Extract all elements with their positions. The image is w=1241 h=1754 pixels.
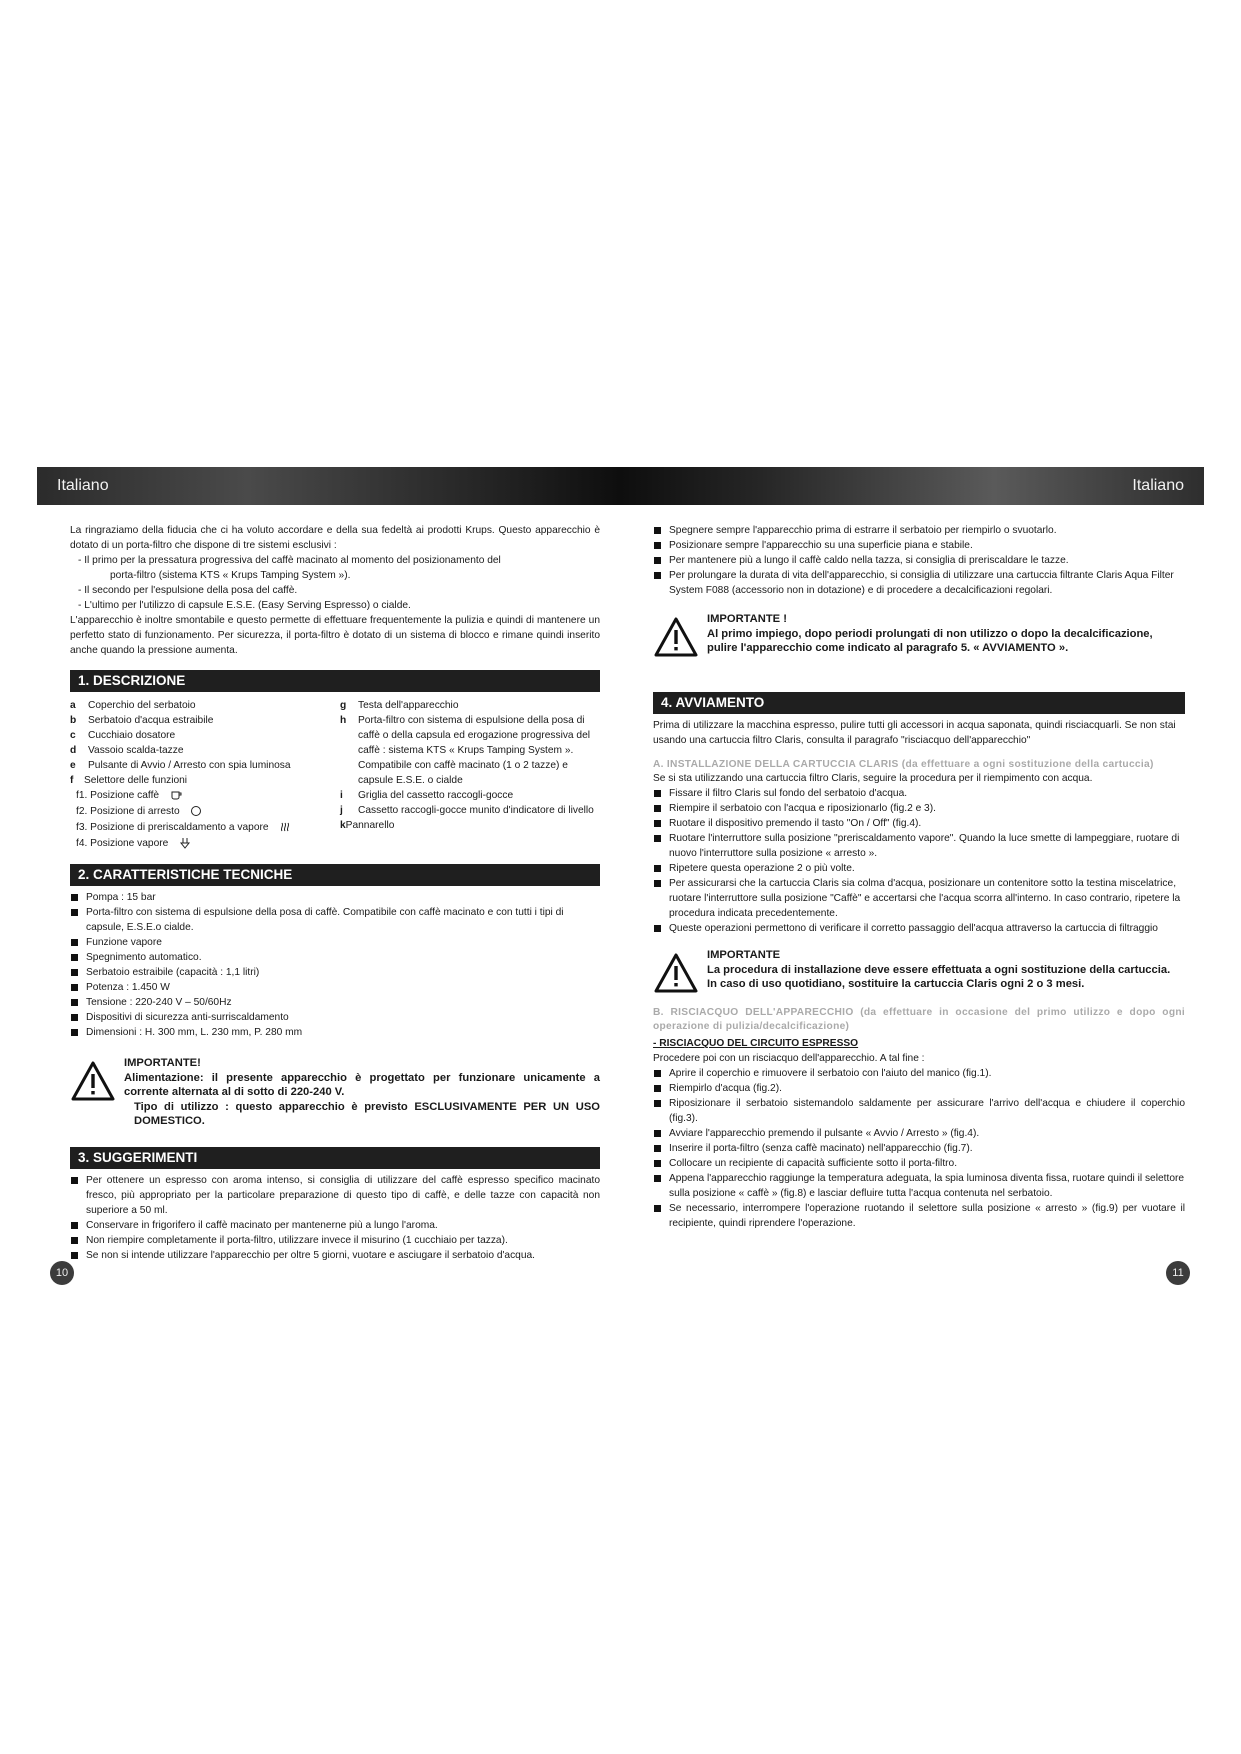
description-item: e Pulsante di Avvio / Arresto con spia luminosa [70,760,291,771]
description-item: a Coperchio del serbatoio [70,700,196,711]
spec-item: Potenza : 1.450 W [70,980,600,995]
spec-item: Funzione vapore [70,935,600,950]
important-text: Alimentazione: il presente apparecchio è progettato per funzionare unicamente a corrente alternata al di sotto di 220-240 V. [124,1071,600,1098]
intro-item: porta-filtro (sistema KTS « Krups Tamping System »). [110,570,351,581]
important-notice-first-use [653,612,1185,658]
header-language-left: Italiano [57,477,109,494]
description-item: i Griglia del cassetto raccogli-gocce [340,790,514,801]
spec-item: Porta-filtro con sistema di espulsione della posa di caffè. Compatibile con caffè macinato e con tutti i tipi di capsule, E.S.E.o cialde. [70,905,600,935]
step-item: Inserire il porta-filtro (senza caffè macinato) nell'apparecchio (fig.7). [653,1141,1185,1156]
spec-item: Pompa : 15 bar [70,890,600,905]
step-item: Riposizionare il serbatoio sistemandolo saldamente per assicurare l'arrivo dell'acqua e chiudere il coperchio (fig.3). [653,1096,1185,1126]
tip-item: Se non si intende utilizzare l'apparecchio per oltre 5 giorni, vuotare e asciugare il serbatoio d'acqua. [70,1248,600,1263]
important-title: IMPORTANTE ! [707,613,787,625]
tip-item: Per prolungare la durata di vita dell'apparecchio, si consiglia di utilizzare una cartuccia filtrante Claris Aqua Filter System F088 (accessorio non in dotazione) e di procedere a decalcificazioni regolari. [653,568,1185,598]
description-item: k Pannarello [340,820,395,831]
intro-item: - Il primo per la pressatura progressiva del caffè macinato al momento del posizionamento del [78,555,501,566]
step-item: Aprire il coperchio e rimuovere il serbatoio con l'aiuto del manico (fig.1). [653,1066,1185,1081]
step-item: Riempire il serbatoio con l'acqua e riposizionarlo (fig.2 e 3). [653,801,1185,816]
header-language-right: Italiano [1132,477,1184,494]
step-item: Fissare il filtro Claris sul fondo del serbatoio d'acqua. [653,786,1185,801]
step-item: Ruotare l'interruttore sulla posizione "preriscaldamento vapore". Quando la luce smette di lampeggiare, ruotare di nuovo l'interruttore sulla posizione « arresto ». [653,831,1185,861]
stop-circle-icon [190,805,202,817]
important-text: La procedura di installazione deve essere effettuata a ogni sostituzione della cartuccia. [707,963,1171,976]
important-notice-power [70,1056,600,1129]
important-text: Tipo di utilizzo : questo apparecchio è previsto ESCLUSIVAMENTE PER UN USO DOMESTICO. [134,1100,600,1127]
header-band [37,467,1204,505]
left-page [70,523,600,1263]
steam-preheat-icon [279,821,291,833]
spec-item: Dimensioni : H. 300 mm, L. 230 mm, P. 280 mm [70,1025,600,1040]
description-item: c Cucchiaio dosatore [70,730,176,741]
tip-item: Per mantenere più a lungo il caffè caldo nella tazza, si consiglia di preriscaldare le tazze. [653,553,1185,568]
step-item: Ripetere questa operazione 2 o più volte. [653,861,1185,876]
subsection-b-title: B. RISCIACQUO DELL'APPARECCHIO (da effettuare in occasione del primo utilizzo e dopo ogni operazione di pulizia/decalcificazione) [653,1007,1185,1032]
section-title-avviamento: 4. AVVIAMENTO [653,692,1185,714]
function-item: f4. Posizione vapore [76,838,169,849]
tip-item: Per ottenere un espresso con aroma intenso, si consiglia di utilizzare del caffè espresso specifico macinato fresco, più appropriato per la particolare preparazione di questo tipo di caffè, e delle tazze con capacità non superiore a 50 ml. [70,1173,600,1218]
coffee-cup-icon [170,789,182,801]
description-item: d Vassoio scalda-tazze [70,745,184,756]
tip-item: Non riempire completamente il porta-filtro, utilizzare invece il misurino (1 cucchiaio per tazza). [70,1233,600,1248]
function-item: f1. Posizione caffè [76,790,160,801]
important-title: IMPORTANTE [707,949,781,961]
intro-paragraph: L'apparecchio è inoltre smontabile e questo permette di effettuare frequentemente la pulizia e quindi di mantenere un perfetto stato di funzionamento. Per sicurezza, il porta-filtro è dotato di un sistema di blocco e rimane quindi inserito anche quando la pressione aumenta. [70,615,600,656]
important-notice-cartridge [653,948,1185,994]
intro-item: - Il secondo per l'espulsione della posa del caffè. [78,585,298,596]
step-item: Per assicurarsi che la cartuccia Claris sia colma d'acqua, posizionare un contenitore sotto la testina miscelatrice, ruotare l'interruttore sulla posizione "Caffè" e accertarsi che l'acqua scorra all'interno. In caso contrario, ripetere la procedura indicata precedentemente. [653,876,1185,921]
description-item: h Porta-filtro con sistema di espulsione della posa di caffè o della capsula ed erogazione progressiva del caffè : sistema KTS « Krups Tamping System ». Compatibile con caffè macinato (1 o 2 tazze) e capsule E.S.E. o cialde [340,715,591,786]
section-title-descrizione: 1. DESCRIZIONE [70,670,600,692]
important-title: IMPORTANTE! [124,1057,201,1069]
page-number-right: 11 [1166,1261,1190,1285]
description-item: b Serbatoio d'acqua estraibile [70,715,214,726]
subsection-a-intro: Se si sta utilizzando una cartuccia filtro Claris, seguire la procedura per il riempimento con acqua. [653,773,1093,784]
spec-item: Tensione : 220-240 V – 50/60Hz [70,995,600,1010]
spec-item: Serbatoio estraibile (capacità : 1,1 litri) [70,965,600,980]
step-item: Ruotare il dispositivo premendo il tasto "On / Off" (fig.4). [653,816,1185,831]
spec-item: Dispositivi di sicurezza anti-surriscaldamento [70,1010,600,1025]
important-text: In caso di uso quotidiano, sostituire la cartuccia Claris ogni 2 o 3 mesi. [707,978,1085,990]
right-page [653,523,1185,1231]
subsection-b-heading: - RISCIACQUO DEL CIRCUITO ESPRESSO [653,1038,859,1049]
step-item: Riempirlo d'acqua (fig.2). [653,1081,1185,1096]
step-item: Se necessario, interrompere l'operazione ruotando il selettore sulla posizione « arresto » (fig.9) per vuotare il recipiente, quindi riprendere l'operazione. [653,1201,1185,1231]
important-text: Al primo impiego, dopo periodi prolungati di non utilizzo o dopo la decalcificazione, pulire l'apparecchio come indicato al paragrafo 5. « AVVIAMENTO ». [707,627,1153,654]
step-item: Appena l'apparecchio raggiunge la temperatura adeguata, la spia luminosa diventa fissa, ruotare quindi il selettore sulla posizione « caffè » (fig.8) e lasciar defluire tutta l'acqua contenuta nel serbatoio. [653,1171,1185,1201]
function-item: f3. Posizione di preriscaldamento a vapore [76,822,269,833]
tip-item: Posizionare sempre l'apparecchio su una superficie piana e stabile. [653,538,1185,553]
function-item: f2. Posizione di arresto [76,806,180,817]
description-item: j Cassetto raccogli-gocce munito d'indicatore di livello [340,805,594,816]
subsection-b-intro: Procedere poi con un risciacquo dell'apparecchio. A tal fine : [653,1053,925,1064]
step-item: Collocare un recipiente di capacità sufficiente sotto il porta-filtro. [653,1156,1185,1171]
subsection-a-title: A. INSTALLAZIONE DELLA CARTUCCIA CLARIS (da effettuare a ogni sostituzione della cartuccia) [653,759,1154,770]
intro-item: - L'ultimo per l'utilizzo di capsule E.S.E. (Easy Serving Espresso) o cialde. [78,600,411,611]
steam-icon [179,837,191,849]
tip-item: Spegnere sempre l'apparecchio prima di estrarre il serbatoio per riempirlo o svuotarlo. [653,523,1185,538]
section-title-caratteristiche: 2. CARATTERISTICHE TECNICHE [70,864,600,886]
section-title-suggerimenti: 3. SUGGERIMENTI [70,1147,600,1169]
intro-paragraph: La ringraziamo della fiducia che ci ha voluto accordare e della sua fedeltà ai prodotti Krups. Questo apparecchio è dotato di un porta-filtro che dispone di tre sistemi esclusivi : [70,525,600,551]
warning-icon [653,952,699,994]
step-item: Avviare l'apparecchio premendo il pulsante « Avvio / Arresto » (fig.4). [653,1126,1185,1141]
spec-item: Spegnimento automatico. [70,950,600,965]
page-number-left: 10 [50,1261,74,1285]
warning-icon [653,616,699,658]
avviamento-intro: Prima di utilizzare la macchina espresso, pulire tutti gli accessori in acqua saponata, quindi risciacquarli. Se non stai usando una cartuccia filtro Claris, consulta il paragrafo "risciacquo dell'apparecchio" [653,720,1176,746]
warning-icon [70,1060,116,1102]
description-item: f Selettore delle funzioni [70,775,188,786]
tip-item: Conservare in frigorifero il caffè macinato per mantenerne più a lungo l'aroma. [70,1218,600,1233]
step-item: Queste operazioni permettono di verificare il corretto passaggio dell'acqua attraverso la cartuccia di filtraggio [653,921,1185,936]
description-item: g Testa dell'apparecchio [340,700,459,711]
